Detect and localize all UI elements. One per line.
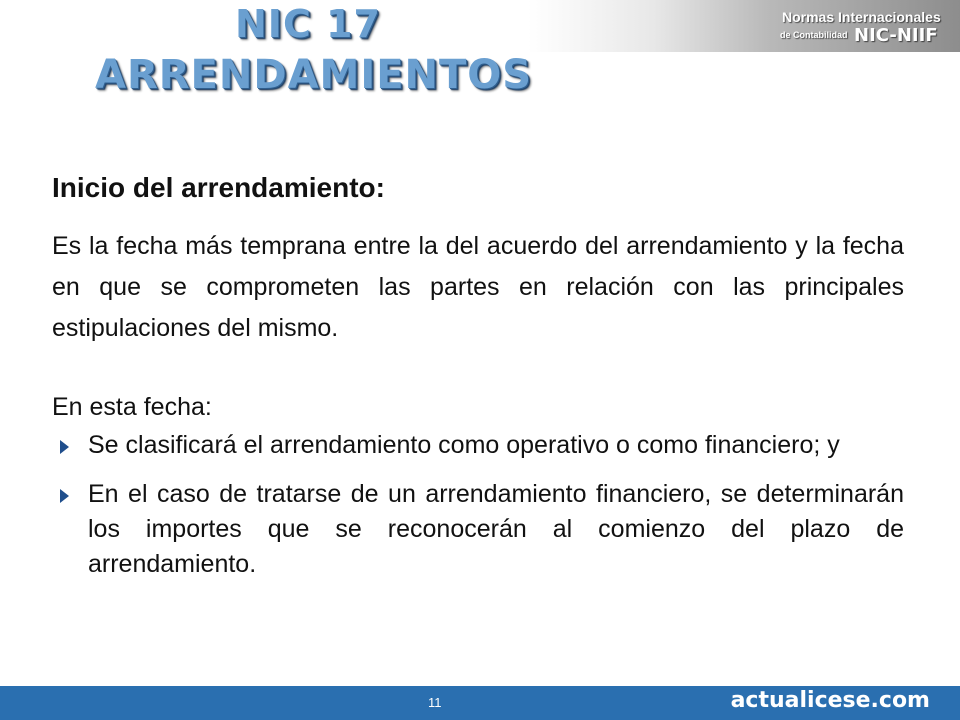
list-item-text: En el caso de tratarse de un arrendamiento financiero, se determinarán los importes que se reconocerán al comienzo del plazo de arrendamiento. — [88, 480, 904, 578]
triangle-bullet-icon — [60, 440, 69, 454]
bullet-list — [52, 428, 904, 582]
brand-logo-small-text: de Contabilidad — [780, 30, 848, 40]
list-item — [52, 428, 904, 463]
lead-text: En esta fecha: — [52, 393, 212, 421]
triangle-bullet-icon — [60, 489, 69, 503]
brand-logo-big-text: NIC-NIIF — [854, 25, 938, 46]
list-item — [52, 477, 904, 582]
definition-paragraph: Es la fecha más temprana entre la del acuerdo del arrendamiento y la fecha en que se comprometen las partes en relación con las principales estipulaciones del mismo. — [52, 232, 904, 342]
brand-logo — [770, 6, 952, 46]
footer-brand: actualicese.com — [730, 688, 930, 713]
page-number: 11 — [428, 695, 442, 710]
footer-bar — [0, 686, 960, 720]
section-heading: Inicio del arrendamiento: — [52, 172, 385, 203]
list-item-text: Se clasificará el arrendamiento como operativo o como financiero; y — [88, 431, 840, 459]
slide-title-line-1: NIC 17 — [235, 2, 381, 46]
slide-title-line-2: ARRENDAMIENTOS — [95, 52, 533, 98]
slide-body — [52, 172, 904, 596]
brand-logo-top-text: Normas Internacionales — [782, 9, 941, 25]
